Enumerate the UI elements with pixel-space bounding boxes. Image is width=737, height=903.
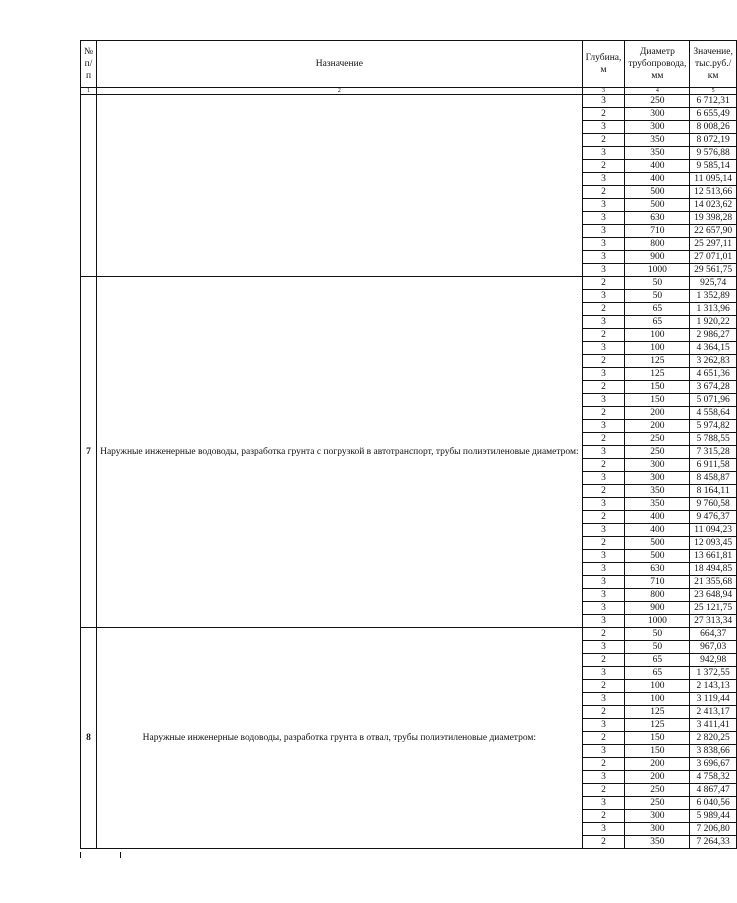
value-cell: 3 119,44 xyxy=(690,693,736,706)
diameter-cell: 400 xyxy=(625,160,690,173)
depth-cell: 2 xyxy=(582,836,625,849)
column-number-row xyxy=(81,88,737,95)
diameter-cell: 50 xyxy=(625,290,690,303)
diameter-cell: 250 xyxy=(625,95,690,108)
depth-cell: 3 xyxy=(582,550,625,563)
value-cell: 11 095,14 xyxy=(690,173,736,186)
table-row xyxy=(81,628,737,641)
depth-cell: 3 xyxy=(582,95,625,108)
depth-cell: 2 xyxy=(582,459,625,472)
depth-cell: 3 xyxy=(582,641,625,654)
value-cell: 8 458,87 xyxy=(690,472,736,485)
value-cell: 6 655,49 xyxy=(690,108,736,121)
diameter-cell: 300 xyxy=(625,459,690,472)
diameter-cell: 800 xyxy=(625,238,690,251)
diameter-cell: 150 xyxy=(625,745,690,758)
diameter-cell: 100 xyxy=(625,342,690,355)
header-row xyxy=(81,41,737,88)
diameter-cell: 1000 xyxy=(625,264,690,277)
diameter-cell: 65 xyxy=(625,303,690,316)
diameter-cell: 50 xyxy=(625,277,690,290)
diameter-cell: 400 xyxy=(625,524,690,537)
value-cell: 2 413,17 xyxy=(690,706,736,719)
depth-cell: 3 xyxy=(582,394,625,407)
value-cell: 25 121,75 xyxy=(690,602,736,615)
depth-cell: 3 xyxy=(582,797,625,810)
depth-cell: 3 xyxy=(582,615,625,628)
value-cell: 925,74 xyxy=(690,277,736,290)
depth-cell: 3 xyxy=(582,368,625,381)
value-cell: 5 788,55 xyxy=(690,433,736,446)
diameter-cell: 300 xyxy=(625,121,690,134)
depth-cell: 3 xyxy=(582,264,625,277)
diameter-cell: 125 xyxy=(625,368,690,381)
value-cell: 7 206,80 xyxy=(690,823,736,836)
item-number: 8 xyxy=(81,628,97,849)
value-cell: 9 760,58 xyxy=(690,498,736,511)
value-cell: 6 040,56 xyxy=(690,797,736,810)
depth-cell: 2 xyxy=(582,732,625,745)
depth-cell: 2 xyxy=(582,303,625,316)
depth-cell: 3 xyxy=(582,602,625,615)
diameter-cell: 630 xyxy=(625,563,690,576)
depth-cell: 2 xyxy=(582,485,625,498)
value-cell: 3 674,28 xyxy=(690,381,736,394)
depth-cell: 3 xyxy=(582,563,625,576)
diameter-cell: 200 xyxy=(625,758,690,771)
value-cell: 3 838,66 xyxy=(690,745,736,758)
diameter-cell: 500 xyxy=(625,537,690,550)
depth-cell: 3 xyxy=(582,316,625,329)
value-cell: 9 585,14 xyxy=(690,160,736,173)
value-cell: 8 072,19 xyxy=(690,134,736,147)
value-cell: 19 398,28 xyxy=(690,212,736,225)
diameter-cell: 50 xyxy=(625,628,690,641)
diameter-cell: 65 xyxy=(625,654,690,667)
table-continuation-line xyxy=(120,852,121,858)
value-cell: 2 820,25 xyxy=(690,732,736,745)
depth-cell: 2 xyxy=(582,680,625,693)
value-cell: 5 974,82 xyxy=(690,420,736,433)
value-cell: 22 657,90 xyxy=(690,225,736,238)
diameter-cell: 200 xyxy=(625,407,690,420)
depth-cell: 3 xyxy=(582,667,625,680)
value-cell: 3 696,67 xyxy=(690,758,736,771)
value-cell: 18 494,85 xyxy=(690,563,736,576)
diameter-cell: 100 xyxy=(625,693,690,706)
table-row xyxy=(81,277,737,290)
value-cell: 664,37 xyxy=(690,628,736,641)
depth-cell: 3 xyxy=(582,147,625,160)
depth-cell: 3 xyxy=(582,121,625,134)
column-number: 2 xyxy=(97,88,583,95)
value-cell: 4 651,36 xyxy=(690,368,736,381)
item-description: Наружные инженерные водоводы, разработка грунта в отвал, трубы полиэтиленовые диаметром: xyxy=(97,628,583,849)
value-cell: 14 023,62 xyxy=(690,199,736,212)
column-number: 4 xyxy=(625,88,690,95)
depth-cell: 2 xyxy=(582,784,625,797)
depth-cell: 3 xyxy=(582,524,625,537)
depth-cell: 3 xyxy=(582,446,625,459)
diameter-cell: 400 xyxy=(625,511,690,524)
header-value: Значение, тыс.руб./км xyxy=(690,41,736,88)
diameter-cell: 630 xyxy=(625,212,690,225)
depth-cell: 3 xyxy=(582,251,625,264)
diameter-cell: 300 xyxy=(625,108,690,121)
depth-cell: 3 xyxy=(582,472,625,485)
diameter-cell: 65 xyxy=(625,667,690,680)
depth-cell: 2 xyxy=(582,160,625,173)
diameter-cell: 250 xyxy=(625,446,690,459)
diameter-cell: 65 xyxy=(625,316,690,329)
diameter-cell: 350 xyxy=(625,836,690,849)
value-cell: 8 164,11 xyxy=(690,485,736,498)
item-number xyxy=(81,95,97,277)
value-cell: 1 372,55 xyxy=(690,667,736,680)
column-number: 5 xyxy=(690,88,736,95)
diameter-cell: 300 xyxy=(625,823,690,836)
value-cell: 3 262,83 xyxy=(690,355,736,368)
diameter-cell: 250 xyxy=(625,433,690,446)
depth-cell: 2 xyxy=(582,407,625,420)
depth-cell: 2 xyxy=(582,108,625,121)
diameter-cell: 125 xyxy=(625,355,690,368)
diameter-cell: 250 xyxy=(625,784,690,797)
value-cell: 2 986,27 xyxy=(690,329,736,342)
depth-cell: 3 xyxy=(582,342,625,355)
value-cell: 967,03 xyxy=(690,641,736,654)
diameter-cell: 125 xyxy=(625,706,690,719)
depth-cell: 3 xyxy=(582,823,625,836)
header-depth: Глубина, м xyxy=(582,41,625,88)
depth-cell: 3 xyxy=(582,576,625,589)
column-number: 3 xyxy=(582,88,625,95)
table-row xyxy=(81,95,737,108)
value-cell: 9 576,88 xyxy=(690,147,736,160)
item-description: Наружные инженерные водоводы, разработка грунта с погрузкой в автотранспорт, трубы полиэтиленовые диаметром: xyxy=(97,277,583,628)
value-cell: 25 297,11 xyxy=(690,238,736,251)
item-description xyxy=(97,95,583,277)
depth-cell: 3 xyxy=(582,212,625,225)
diameter-cell: 710 xyxy=(625,576,690,589)
diameter-cell: 800 xyxy=(625,589,690,602)
depth-cell: 2 xyxy=(582,433,625,446)
diameter-cell: 300 xyxy=(625,472,690,485)
depth-cell: 2 xyxy=(582,706,625,719)
value-cell: 4 867,47 xyxy=(690,784,736,797)
depth-cell: 2 xyxy=(582,355,625,368)
depth-cell: 2 xyxy=(582,537,625,550)
diameter-cell: 150 xyxy=(625,732,690,745)
diameter-cell: 100 xyxy=(625,680,690,693)
table-continuation-line xyxy=(80,852,81,858)
diameter-cell: 710 xyxy=(625,225,690,238)
value-cell: 1 920,22 xyxy=(690,316,736,329)
diameter-cell: 50 xyxy=(625,641,690,654)
header-num: № п/п xyxy=(81,41,97,88)
depth-cell: 3 xyxy=(582,498,625,511)
value-cell: 21 355,68 xyxy=(690,576,736,589)
value-cell: 1 352,89 xyxy=(690,290,736,303)
value-cell: 27 313,34 xyxy=(690,615,736,628)
diameter-cell: 125 xyxy=(625,719,690,732)
depth-cell: 2 xyxy=(582,628,625,641)
depth-cell: 2 xyxy=(582,134,625,147)
depth-cell: 2 xyxy=(582,654,625,667)
value-cell: 9 476,37 xyxy=(690,511,736,524)
table-body xyxy=(81,95,737,849)
diameter-cell: 900 xyxy=(625,602,690,615)
diameter-cell: 300 xyxy=(625,810,690,823)
value-cell: 7 315,28 xyxy=(690,446,736,459)
depth-cell: 2 xyxy=(582,381,625,394)
diameter-cell: 200 xyxy=(625,771,690,784)
diameter-cell: 350 xyxy=(625,485,690,498)
diameter-cell: 350 xyxy=(625,498,690,511)
depth-cell: 3 xyxy=(582,589,625,602)
value-cell: 5 989,44 xyxy=(690,810,736,823)
diameter-cell: 500 xyxy=(625,199,690,212)
depth-cell: 2 xyxy=(582,511,625,524)
value-cell: 7 264,33 xyxy=(690,836,736,849)
value-cell: 4 558,64 xyxy=(690,407,736,420)
diameter-cell: 150 xyxy=(625,381,690,394)
diameter-cell: 100 xyxy=(625,329,690,342)
diameter-cell: 500 xyxy=(625,550,690,563)
depth-cell: 3 xyxy=(582,290,625,303)
depth-cell: 3 xyxy=(582,745,625,758)
diameter-cell: 350 xyxy=(625,134,690,147)
depth-cell: 3 xyxy=(582,199,625,212)
price-table xyxy=(80,40,737,849)
value-cell: 12 513,66 xyxy=(690,186,736,199)
value-cell: 6 911,58 xyxy=(690,459,736,472)
diameter-cell: 1000 xyxy=(625,615,690,628)
diameter-cell: 350 xyxy=(625,147,690,160)
diameter-cell: 150 xyxy=(625,394,690,407)
diameter-cell: 900 xyxy=(625,251,690,264)
depth-cell: 3 xyxy=(582,420,625,433)
item-number: 7 xyxy=(81,277,97,628)
value-cell: 5 071,96 xyxy=(690,394,736,407)
diameter-cell: 200 xyxy=(625,420,690,433)
value-cell: 8 008,26 xyxy=(690,121,736,134)
depth-cell: 3 xyxy=(582,238,625,251)
value-cell: 13 661,81 xyxy=(690,550,736,563)
depth-cell: 3 xyxy=(582,771,625,784)
column-number: 1 xyxy=(81,88,97,95)
diameter-cell: 500 xyxy=(625,186,690,199)
value-cell: 27 071,01 xyxy=(690,251,736,264)
depth-cell: 3 xyxy=(582,173,625,186)
diameter-cell: 400 xyxy=(625,173,690,186)
depth-cell: 2 xyxy=(582,329,625,342)
value-cell: 29 561,75 xyxy=(690,264,736,277)
diameter-cell: 250 xyxy=(625,797,690,810)
depth-cell: 2 xyxy=(582,758,625,771)
value-cell: 11 094,23 xyxy=(690,524,736,537)
value-cell: 3 411,41 xyxy=(690,719,736,732)
value-cell: 1 313,96 xyxy=(690,303,736,316)
depth-cell: 2 xyxy=(582,186,625,199)
value-cell: 12 093,45 xyxy=(690,537,736,550)
depth-cell: 3 xyxy=(582,719,625,732)
value-cell: 23 648,94 xyxy=(690,589,736,602)
value-cell: 6 712,31 xyxy=(690,95,736,108)
header-name: Назначение xyxy=(97,41,583,88)
value-cell: 942,98 xyxy=(690,654,736,667)
value-cell: 2 143,13 xyxy=(690,680,736,693)
depth-cell: 2 xyxy=(582,277,625,290)
value-cell: 4 758,32 xyxy=(690,771,736,784)
depth-cell: 3 xyxy=(582,693,625,706)
value-cell: 4 364,15 xyxy=(690,342,736,355)
depth-cell: 3 xyxy=(582,225,625,238)
depth-cell: 2 xyxy=(582,810,625,823)
header-diameter: Диаметр трубопровода, мм xyxy=(625,41,690,88)
